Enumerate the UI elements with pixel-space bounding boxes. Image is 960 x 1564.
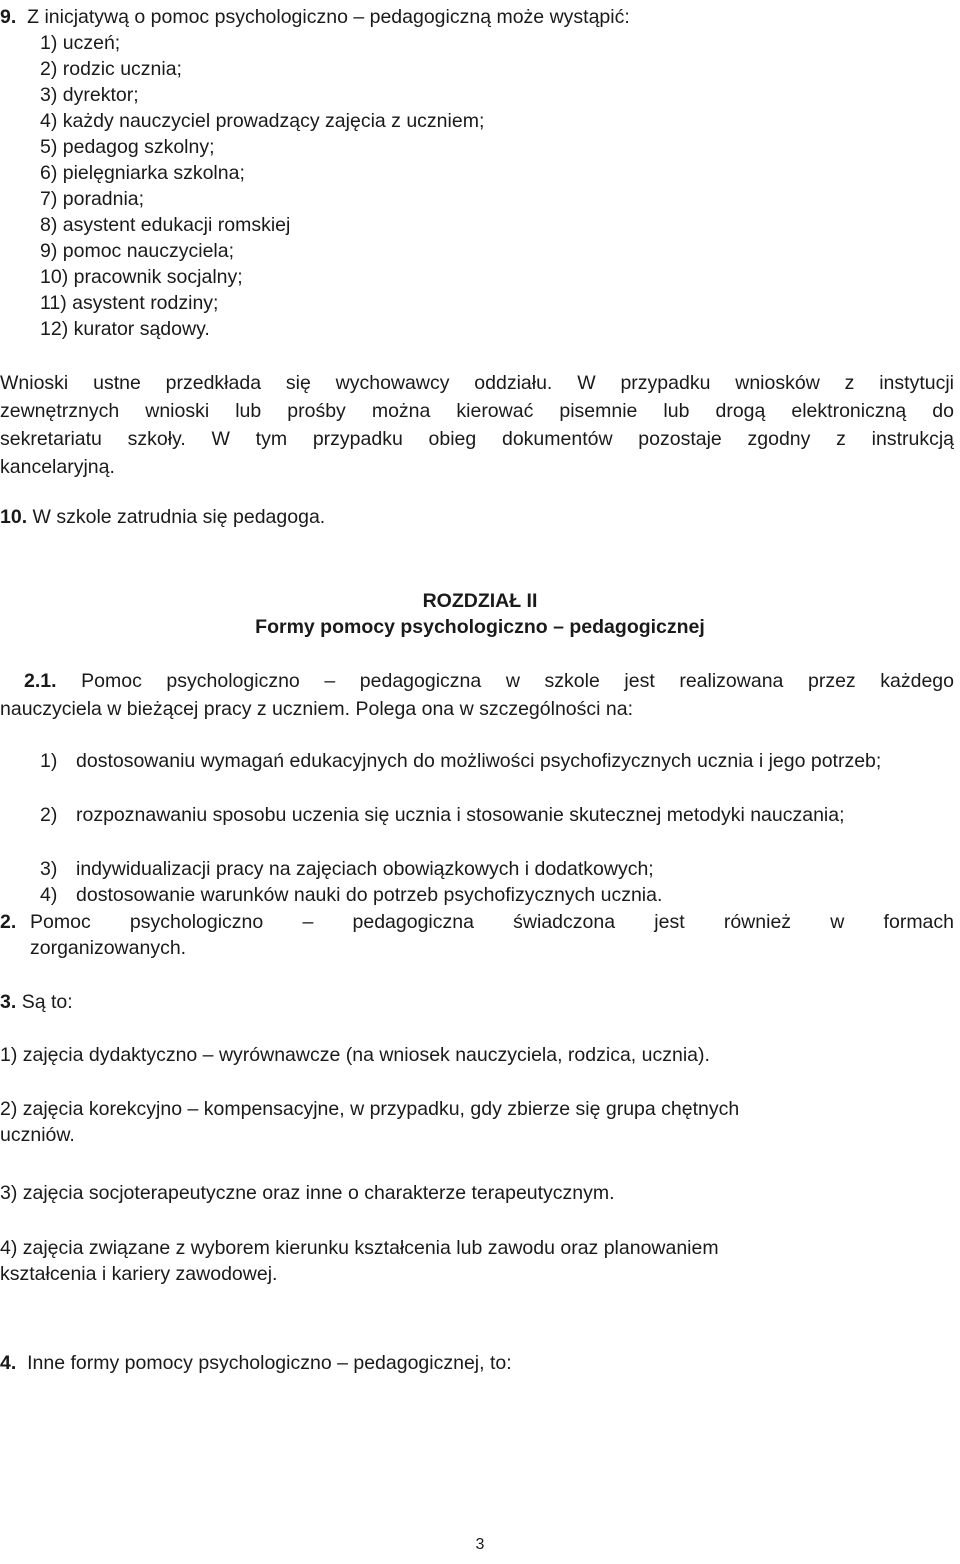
list-item: dostosowaniu wymagań edukacyjnych do możliwości psychofizycznych ucznia i jego potrzeb;: [76, 750, 882, 772]
chapter-title: Formy pomocy psychologiczno – pedagogicznej: [255, 616, 705, 638]
list-item-number: 1): [40, 750, 58, 772]
section-9-heading: [0, 4, 630, 30]
form-item: 1) zajęcia dydaktyczno – wyrównawcze (na wniosek nauczyciela, rodzica, ucznia).: [0, 1044, 710, 1066]
list-item-number: 2): [40, 804, 58, 826]
list-item: 5) pedagog szkolny;: [40, 136, 215, 158]
section-2-1-text: Pomoc psychologiczno – pedagogiczna w szkole jest realizowana przez każdego: [81, 670, 955, 692]
section-2-line2: zorganizowanych.: [30, 937, 187, 959]
form-item: 4) zajęcia związane z wyborem kierunku kształcenia lub zawodu oraz planowaniem: [0, 1237, 719, 1259]
section-9-number: 9.: [0, 6, 17, 28]
list-item: 4) każdy nauczyciel prowadzący zajęcia z uczniem;: [40, 110, 485, 132]
section-10-text: W szkole zatrudnia się pedagoga.: [32, 506, 326, 528]
list-item: 9) pomoc nauczyciela;: [40, 240, 235, 262]
paragraph-line: Wnioski ustne przedkłada się wychowawcy oddziału. W przypadku wniosków z instytucji: [0, 372, 954, 394]
section-4-number: 4.: [0, 1352, 17, 1374]
paragraph-line: kancelaryjną.: [0, 456, 115, 478]
section-2-1-line1: [24, 668, 954, 694]
form-item-cont: uczniów.: [0, 1124, 75, 1146]
form-item: 2) zajęcia korekcyjno – kompensacyjne, w przypadku, gdy zbierze się grupa chętnych: [0, 1098, 740, 1120]
list-item: 8) asystent edukacji romskiej: [40, 214, 291, 236]
list-item: 10) pracownik socjalny;: [40, 266, 243, 288]
section-3: [0, 989, 73, 1015]
section-9-text: Z inicjatywą o pomoc psychologiczno – pedagogiczną może wystąpić:: [27, 6, 630, 28]
list-item: indywidualizacji pracy na zajęciach obowiązkowych i dodatkowych;: [76, 858, 654, 880]
section-3-text: Są to:: [21, 991, 73, 1013]
page-number: 3: [475, 1536, 485, 1553]
list-item: 11) asystent rodziny;: [40, 292, 219, 314]
section-10: [0, 504, 325, 530]
list-item: dostosowanie warunków nauki do potrzeb psychofizycznych ucznia.: [76, 884, 663, 906]
list-item: rozpoznawaniu sposobu uczenia się ucznia i stosowanie skutecznej metodyki nauczania;: [76, 804, 845, 826]
section-2-1-number: 2.1.: [24, 670, 57, 692]
section-2-1-line2: nauczyciela w bieżącej pracy z uczniem. Polega ona w szczególności na:: [0, 698, 633, 720]
list-item: 3) dyrektor;: [40, 84, 139, 106]
form-item: 3) zajęcia socjoterapeutyczne oraz inne o charakterze terapeutycznym.: [0, 1182, 615, 1204]
section-10-number: 10.: [0, 506, 28, 528]
list-item-number: 4): [40, 884, 58, 906]
section-2-line1: Pomoc psychologiczno – pedagogiczna świadczona jest również w formach: [30, 911, 954, 933]
paragraph-line: sekretariatu szkoły. W tym przypadku obieg dokumentów pozostaje zgodny z instrukcją: [0, 428, 954, 450]
list-item: 12) kurator sądowy.: [40, 318, 210, 340]
paragraph-line: zewnętrznych wnioski lub prośby można kierować pisemnie lub drogą elektroniczną do: [0, 400, 954, 422]
list-item: 6) pielęgniarka szkolna;: [40, 162, 245, 184]
list-item: 7) poradnia;: [40, 188, 145, 210]
section-2-number: 2.: [0, 911, 17, 933]
chapter-label: ROZDZIAŁ II: [422, 590, 538, 612]
section-4: [0, 1350, 512, 1376]
section-3-number: 3.: [0, 991, 17, 1013]
list-item: 1) uczeń;: [40, 32, 121, 54]
form-item-cont: kształcenia i kariery zawodowej.: [0, 1263, 278, 1285]
section-4-text: Inne formy pomocy psychologiczno – pedagogicznej, to:: [27, 1352, 512, 1374]
list-item-number: 3): [40, 858, 58, 880]
list-item: 2) rodzic ucznia;: [40, 58, 182, 80]
